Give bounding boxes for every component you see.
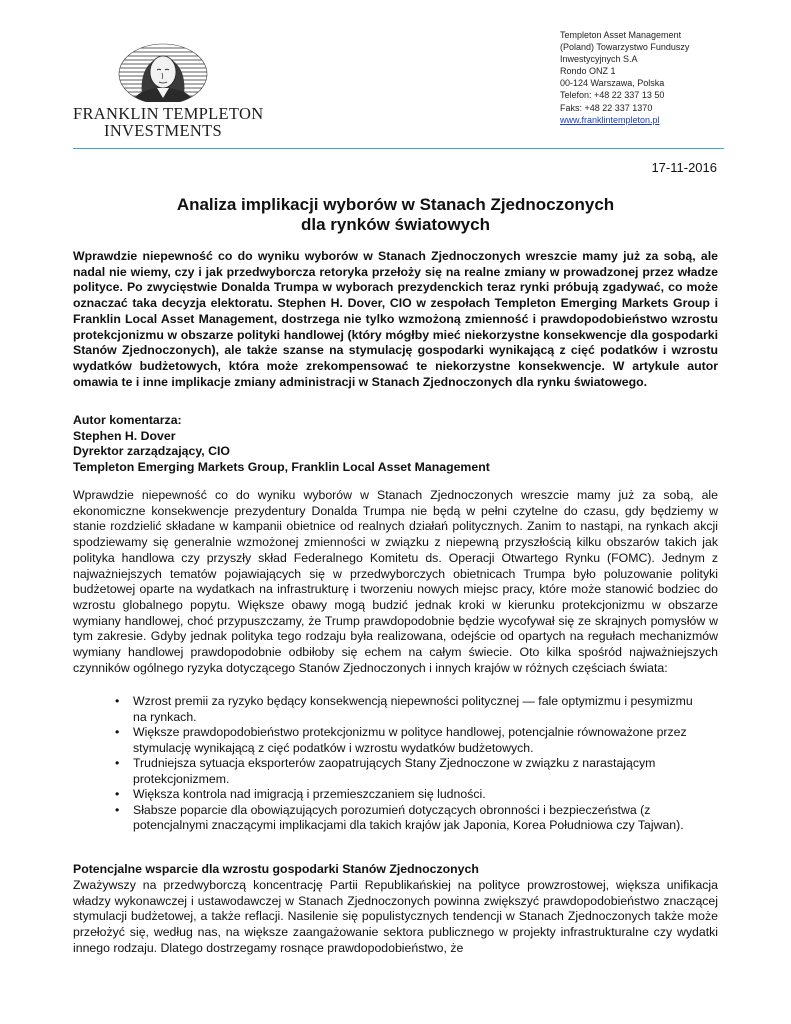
- header-divider: [73, 148, 724, 149]
- list-item: [73, 756, 718, 787]
- franklin-portrait-seal-icon: [117, 40, 209, 102]
- phone-line: Telefon: +48 22 337 13 50: [560, 90, 665, 101]
- author-name: Stephen H. Dover: [73, 428, 176, 443]
- list-item: [73, 725, 718, 756]
- title-line2: dla rynków światowych: [301, 215, 490, 234]
- body-paragraph-2: Zważywszy na przedwyborczą koncentrację Partii Republikańskiej na polityce prowzrostowej, większa unifikacja władzy wykonawczej i ustawodawczej w Stanach Zjednoczonych powinna zwiększyć prawdopodobieństwo znaczącej stymulacji budżetowej, a także reflacji. Nasilenie się populistycznych tendencji w Stanach Zjednoczonych także może przełożyć się, według nas, na większe zaangażowanie sektora publicznego w projekty infrastrukturalne czy wydatki innego rodzaju. Dlatego dostrzegamy rosnące prawdopodobieństwo, że: [73, 878, 718, 955]
- franklin-templeton-logo: [73, 40, 264, 140]
- address-line: (Poland) Towarzystwo Funduszy: [560, 42, 690, 53]
- fax-line: Faks: +48 22 337 1370: [560, 102, 653, 113]
- address-line: Inwestycyjnych S.A: [560, 54, 638, 65]
- author-block: [73, 413, 718, 475]
- website-link[interactable]: www.franklintempleton.pl: [560, 114, 660, 125]
- company-address: [560, 29, 689, 126]
- logo-text-line1: FRANKLIN TEMPLETON: [73, 104, 264, 123]
- document-title: [73, 195, 718, 235]
- address-line: Rondo ONZ 1: [560, 66, 616, 77]
- risk-factors-list: [73, 694, 718, 834]
- bullet-icon: •: [115, 802, 120, 817]
- list-item: [73, 694, 718, 725]
- list-item-text: Większe prawdopodobieństwo protekcjonizmu w polityce handlowej, potencjalnie równoważone przez stymulację wynikającą z cięć podatków i wzrostu wydatków budżetowych.: [133, 725, 687, 755]
- list-item-text: Słabsze poparcie dla obowiązujących porozumień dotyczących obronności i bezpieczeństwa (z potencjalnymi znaczącymi implikacjami dla takich krajów jak Japonia, Korea Południowa czy Tajwan).: [133, 802, 684, 832]
- lead-paragraph: Wprawdzie niepewność co do wyniku wyborów w Stanach Zjednoczonych wreszcie mamy już za sobą, ale nadal nie wiemy, czy i jak przedwyborcza retoryka przełoży się na realne zmiany w prowadzonej przez władze polityce. Po zwycięstwie Donalda Trumpa w wyborach prezydenckich teraz rynki próbują zgadywać, co może oznaczać taka decyzja elektoratu. Stephen H. Dover, CIO w zespołach Templeton Emerging Markets Group i Franklin Local Asset Management, dostrzega nie tylko wzmożoną zmienność i prawdopodobieństwo wzrostu protekcjonizmu w obszarze polityki handlowej (który mógłby mieć niekorzystne konsekwencje dla gospodarki Stanów Zjednoczonych), ale także szanse na stymulację gospodarki wynikającą z cięć podatków i wzrostu wydatków budżetowych, która może zrekompensować te niekorzystne konsekwencje. W artykule autor omawia te i inne implikacje zmiany administracji w Stanach Zjednoczonych dla rynku światowego.: [73, 249, 718, 389]
- document-date: 17-11-2016: [651, 160, 717, 175]
- title-line1: Analiza implikacji wyborów w Stanach Zjednoczonych: [176, 195, 615, 214]
- section-heading: Potencjalne wsparcie dla wzrostu gospodarki Stanów Zjednoczonych: [73, 862, 479, 876]
- logo-text-line2: INVESTMENTS: [104, 121, 222, 140]
- address-line: 00-124 Warszawa, Polska: [560, 78, 665, 89]
- author-organization: Templeton Emerging Markets Group, Franklin Local Asset Management: [73, 459, 490, 474]
- list-item-text: Trudniejsza sytuacja eksporterów zaopatrujących Stany Zjednoczone w związku z narastającym protekcjonizmem.: [133, 756, 656, 786]
- list-item: [73, 787, 718, 803]
- list-item-text: Wzrost premii za ryzyko będący konsekwencją niepewności politycznej — fale optymizmu i pesymizmu na rynkach.: [133, 694, 693, 724]
- list-item: [73, 803, 718, 834]
- body-paragraph-1: Wprawdzie niepewność co do wyniku wyborów w Stanach Zjednoczonych wreszcie mamy już za sobą, ale ekonomiczne konsekwencje prezydentury Donalda Trumpa nie będą w pełni czytelne do czasu, gdy będziemy w stanie rozdzielić składane w kampanii obietnice od realnych działań politycznych. Zanim to nastąpi, na rynkach akcji spodziewamy się generalnie wzmożonej zmienności w związku z niepewną przyszłością kilku obszarów takich jak polityka handlowa czy przyszły skład Federalnego Komitetu ds. Operacji Otwartego Rynku (FOMC). Jednym z najważniejszych tematów pojawiających się w przedwyborczych obietnicach Trumpa było poluzowanie polityki budżetowej oparte na wydatkach na infrastrukturę i tworzeniu nowych miejsc pracy, które może stanowić bodziec do wzrostu globalnego popytu. Większe obawy mogą budzić jednak kroki w kierunku protekcjonizmu w obszarze wymiany handlowej, choć przypuszczamy, że Trump prawdopodobnie będzie wycofywał się ze skrajnych pomysłów w tym zakresie. Gdyby jednak polityka tego rodzaju była realizowana, odejście od opartych na regułach mechanizmów wymiany handlowej prawdopodobnie odbiłoby się echem na całym świecie. Oto kilka spośród najważniejszych czynników ogólnego ryzyka dotyczącego Stanów Zjednoczonych i innych krajów w różnych częściach świata:: [73, 488, 718, 675]
- bullet-icon: •: [115, 787, 120, 801]
- author-role: Dyrektor zarządzający, CIO: [73, 444, 230, 458]
- author-heading: Autor komentarza:: [73, 413, 182, 427]
- bullet-icon: •: [115, 694, 120, 708]
- bullet-icon: •: [115, 756, 120, 770]
- address-line: Templeton Asset Management: [560, 30, 682, 40]
- list-item-text: Większa kontrola nad imigracją i przemieszczaniem się ludności.: [133, 787, 486, 801]
- bullet-icon: •: [115, 725, 120, 739]
